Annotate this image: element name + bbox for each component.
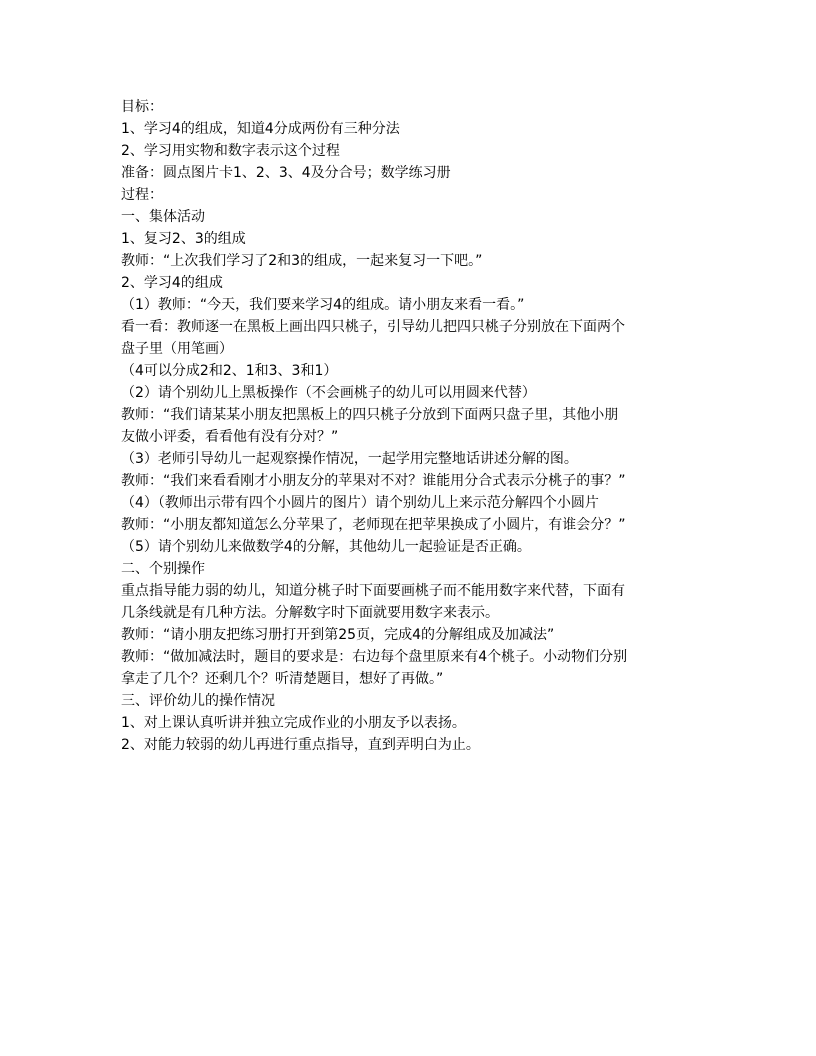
- section-evaluation: 三、评价幼儿的操作情况: [121, 693, 275, 709]
- step-learn: 2、学习4的组成: [121, 275, 223, 291]
- preparation-line: 准备：圆点图片卡1、2、3、4及分合号；数学练习册: [121, 165, 451, 181]
- substep-2: （2）请个别幼儿上黑板操作（不会画桃子的幼儿可以用圆来代替）: [121, 385, 536, 401]
- teacher-line-workbook: 教师：“请小朋友把练习册打开到第25页，完成4的分解组成及加减法”: [121, 627, 555, 643]
- substep-3: （3）老师引导幼儿一起观察操作情况，一起学用完整地话讲述分解的图。: [121, 451, 578, 467]
- focus-line-2: 几条线就是有几种方法。分解数字时下面就要用数字来表示。: [121, 605, 499, 621]
- look-line-2: 盘子里（用笔画）: [121, 341, 233, 357]
- evaluation-item-2: 2、对能力较弱的幼儿再进行重点指导，直到弄明白为止。: [121, 737, 480, 753]
- substep-4: （4）（教师出示带有四个小圆片的图片）请个别幼儿上来示范分解四个小圆片: [121, 495, 599, 511]
- goal-item-2: 2、学习用实物和数字表示这个过程: [121, 143, 340, 159]
- look-line-1: 看一看：教师逐一在黑板上画出四只桃子，引导幼儿把四只桃子分别放在下面两个: [121, 319, 625, 335]
- teacher-line-review: 教师：“上次我们学习了2和3的组成，一起来复习一下吧。”: [121, 253, 483, 269]
- teacher-line-addsub-2: 拿走了几个？还剩几个？听清楚题目，想好了再做。”: [121, 671, 444, 687]
- substep-5: （5）请个别幼儿来做数学4的分解，其他幼儿一起验证是否正确。: [121, 539, 531, 555]
- section-individual-practice: 二、个别操作: [121, 561, 205, 577]
- teacher-line-2b: 友做小评委，看看他有没有分对？”: [121, 429, 339, 445]
- teacher-line-4: 教师：“小朋友都知道怎么分苹果了，老师现在把苹果换成了小圆片，有谁会分？”: [121, 517, 626, 533]
- split-note: （4可以分成2和2、1和3、3和1）: [121, 363, 338, 379]
- step-review: 1、复习2、3的组成: [121, 231, 246, 247]
- document-body: [121, 96, 711, 756]
- teacher-line-2a: 教师：“我们请某某小朋友把黑板上的四只桃子分放到下面两只盘子里，其他小朋: [121, 407, 619, 423]
- section-group-activity: 一、集体活动: [121, 209, 205, 225]
- substep-1: （1）教师：“今天，我们要来学习4的组成。请小朋友来看一看。”: [121, 297, 525, 313]
- goal-item-1: 1、学习4的组成，知道4分成两份有三种分法: [121, 121, 400, 137]
- teacher-line-3: 教师：“我们来看看刚才小朋友分的苹果对不对？谁能用分合式表示分桃子的事？”: [121, 473, 626, 489]
- heading-goal: 目标：: [121, 99, 163, 115]
- teacher-line-addsub-1: 教师：“做加减法时，题目的要求是：右边每个盘里原来有4个桃子。小动物们分别: [121, 649, 628, 665]
- evaluation-item-1: 1、对上课认真听讲并独立完成作业的小朋友予以表扬。: [121, 715, 466, 731]
- focus-line-1: 重点指导能力弱的幼儿，知道分桃子时下面要画桃子而不能用数字来代替，下面有: [121, 583, 625, 599]
- heading-process: 过程：: [121, 187, 163, 203]
